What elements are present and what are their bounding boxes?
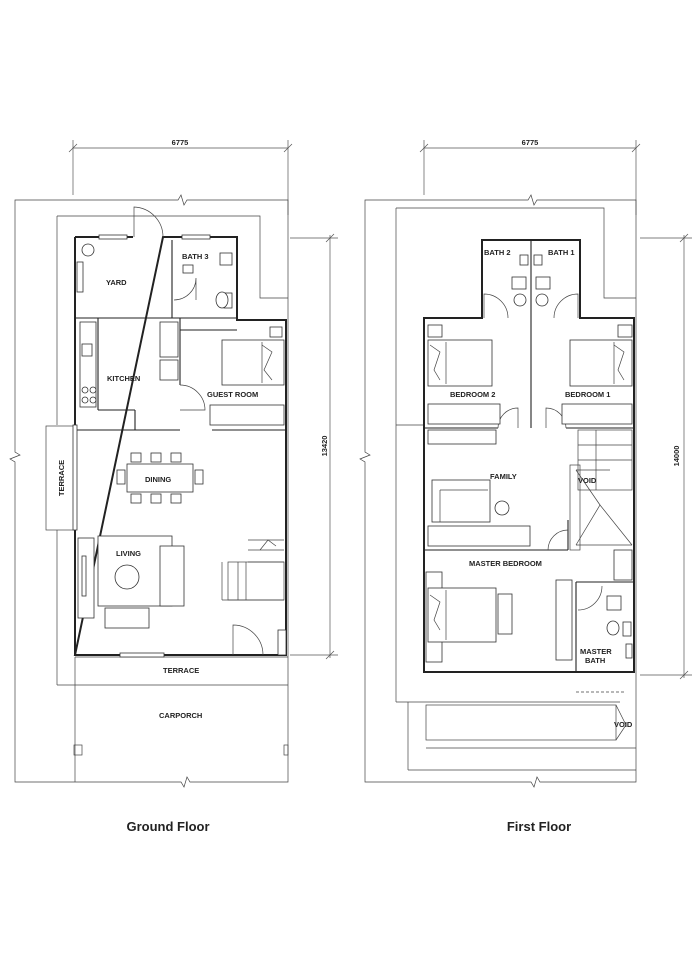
- ground-floor-depth-dimension: [290, 234, 338, 659]
- first-floor-width-dimension: [420, 138, 640, 215]
- label-bath3: BATH 3: [182, 252, 209, 261]
- label-void-stair: VOID: [578, 476, 597, 485]
- label-carporch: CARPORCH: [159, 711, 203, 720]
- label-terrace-front: TERRACE: [163, 666, 200, 675]
- label-yard: YARD: [106, 278, 127, 287]
- label-bedroom2: BEDROOM 2: [450, 390, 496, 399]
- label-master-bedroom: MASTER BEDROOM: [469, 559, 542, 568]
- ground-floor-plan: [10, 138, 338, 834]
- first-floor-title: First Floor: [506, 819, 572, 834]
- ground-floor-title: Ground Floor: [126, 819, 210, 834]
- ground-floor-depth-label: 13420: [320, 435, 329, 457]
- label-kitchen: KITCHEN: [107, 374, 141, 383]
- first-floor-depth-label: 14000: [672, 445, 681, 467]
- label-bath1: BATH 1: [548, 248, 575, 257]
- label-guest-room: GUEST ROOM: [207, 390, 259, 399]
- label-terrace-side: TERRACE: [57, 459, 66, 497]
- first-floor-width-label: 6775: [521, 138, 539, 147]
- first-floor-depth-dimension: [640, 234, 692, 679]
- label-master-bath-line2: BATH: [585, 656, 606, 665]
- label-family: FAMILY: [490, 472, 517, 481]
- label-bedroom1: BEDROOM 1: [565, 390, 611, 399]
- label-void-front: VOID: [614, 720, 633, 729]
- ground-floor-width-label: 6775: [171, 138, 189, 147]
- label-living: LIVING: [116, 549, 142, 558]
- label-master-bath-line1: MASTER: [580, 647, 612, 656]
- label-dining: DINING: [145, 475, 172, 484]
- ground-floor-width-dimension: [69, 138, 292, 215]
- label-bath2: BATH 2: [484, 248, 511, 257]
- first-floor-plan: [360, 138, 692, 834]
